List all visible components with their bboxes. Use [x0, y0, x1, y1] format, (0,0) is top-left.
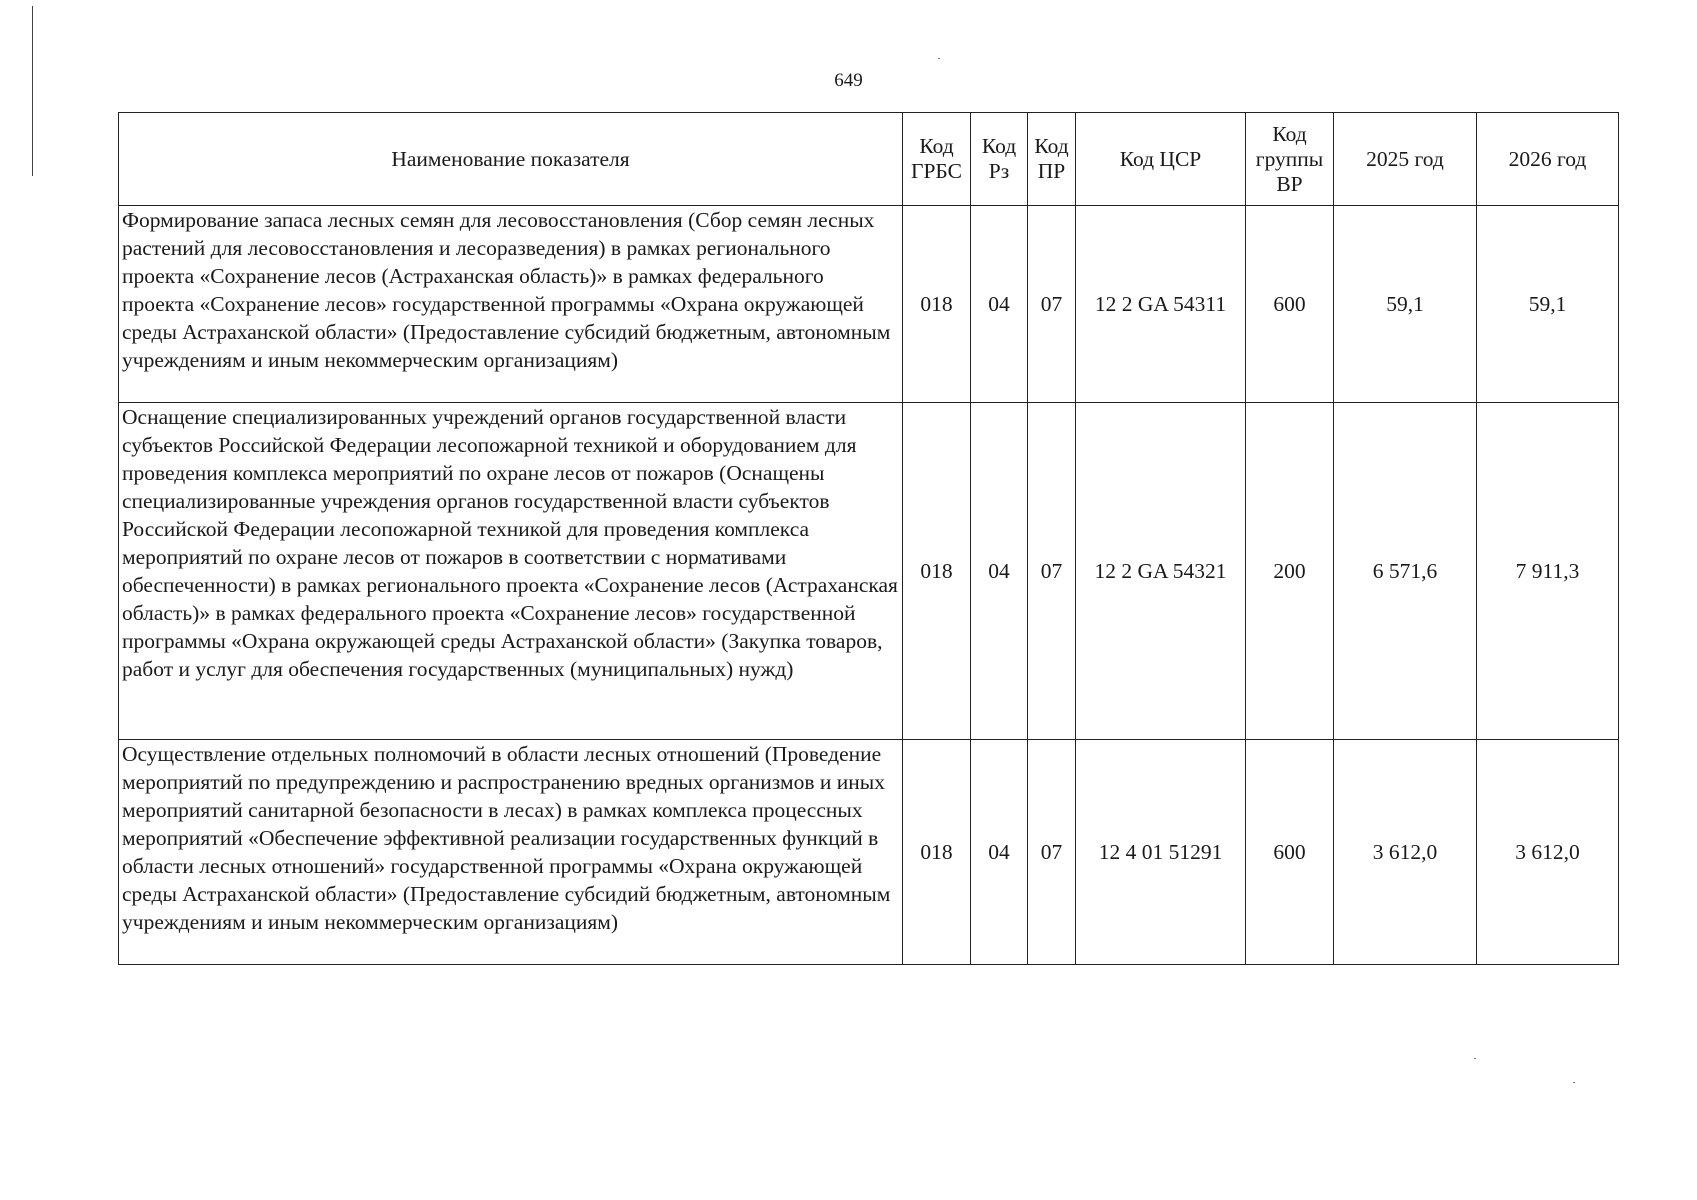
header-csr-code: Код ЦСР [1076, 113, 1246, 206]
grbs-cell: 018 [903, 740, 971, 965]
grbs-cell: 018 [903, 403, 971, 740]
table-row [119, 206, 1619, 403]
pr-cell: 07 [1028, 206, 1076, 403]
header-year-2025: 2025 год [1334, 113, 1477, 206]
csr-cell: 12 2 GA 54311 [1076, 206, 1246, 403]
scan-speck [1474, 1058, 1476, 1059]
rz-cell: 04 [971, 206, 1028, 403]
vr-cell: 600 [1246, 740, 1334, 965]
csr-cell: 12 4 01 51291 [1076, 740, 1246, 965]
header-indicator-name: Наименование показателя [119, 113, 903, 206]
indicator-name-cell: Оснащение специализированных учреждений органов государственной власти субъектов Российской Федерации лесопожарной техникой и оборудованием для проведения комплекса мероприятий по охране лесов от пожаров (Оснащены специализированные учреждения органов государственной власти субъектов Российской Федерации лесопожарной техникой для проведения комплекса мероприятий по охране лесов от пожаров в соответствии с нормативами обеспеченности) в рамках регионального проекта «Сохранение лесов (Астраханская область)» в рамках федерального проекта «Сохранение лесов» государственной программы «Охрана окружающей среды Астраханской области» (Закупка товаров, работ и услуг для обеспечения государственных (муниципальных) нужд) [119, 403, 903, 740]
table-row [119, 403, 1619, 740]
vr-cell: 600 [1246, 206, 1334, 403]
amount-2025-cell: 59,1 [1334, 206, 1477, 403]
header-grbs-code: Код ГРБС [903, 113, 971, 206]
budget-table [118, 112, 1619, 965]
rz-cell: 04 [971, 403, 1028, 740]
rz-cell: 04 [971, 740, 1028, 965]
table-header-row [119, 113, 1619, 206]
vr-cell: 200 [1246, 403, 1334, 740]
header-pr-code: Код ПР [1028, 113, 1076, 206]
header-rz-code: Код Рз [971, 113, 1028, 206]
indicator-name-cell: Осуществление отдельных полномочий в области лесных отношений (Проведение мероприятий по предупреждению и распространению вредных организмов и иных мероприятий санитарной безопасности в лесах) в рамках комплекса процессных мероприятий «Обеспечение эффективной реализации государственных функций в области лесных отношений» государственной программы «Охрана окружающей среды Астраханской области» (Предоставление субсидий бюджетным, автономным учреждениям и иным некоммерческим организациям) [119, 740, 903, 965]
amount-2025-cell: 3 612,0 [1334, 740, 1477, 965]
scan-speck [938, 58, 940, 59]
header-year-2026: 2026 год [1477, 113, 1619, 206]
grbs-cell: 018 [903, 206, 971, 403]
scan-speck [1573, 1082, 1575, 1083]
page-number: 649 [834, 70, 863, 91]
table-row [119, 740, 1619, 965]
amount-2026-cell: 7 911,3 [1477, 403, 1619, 740]
header-vr-group-code: Код группы ВР [1246, 113, 1334, 206]
amount-2026-cell: 59,1 [1477, 206, 1619, 403]
amount-2025-cell: 6 571,6 [1334, 403, 1477, 740]
amount-2026-cell: 3 612,0 [1477, 740, 1619, 965]
indicator-name-cell: Формирование запаса лесных семян для лесовосстановления (Сбор семян лесных растений для лесовосстановления и лесоразведения) в рамках регионального проекта «Сохранение лесов (Астраханская область)» в рамках федерального проекта «Сохранение лесов» государственной программы «Охрана окружающей среды Астраханской области» (Предоставление субсидий бюджетным, автономным учреждениям и иным некоммерческим организациям) [119, 206, 903, 403]
pr-cell: 07 [1028, 740, 1076, 965]
csr-cell: 12 2 GA 54321 [1076, 403, 1246, 740]
pr-cell: 07 [1028, 403, 1076, 740]
